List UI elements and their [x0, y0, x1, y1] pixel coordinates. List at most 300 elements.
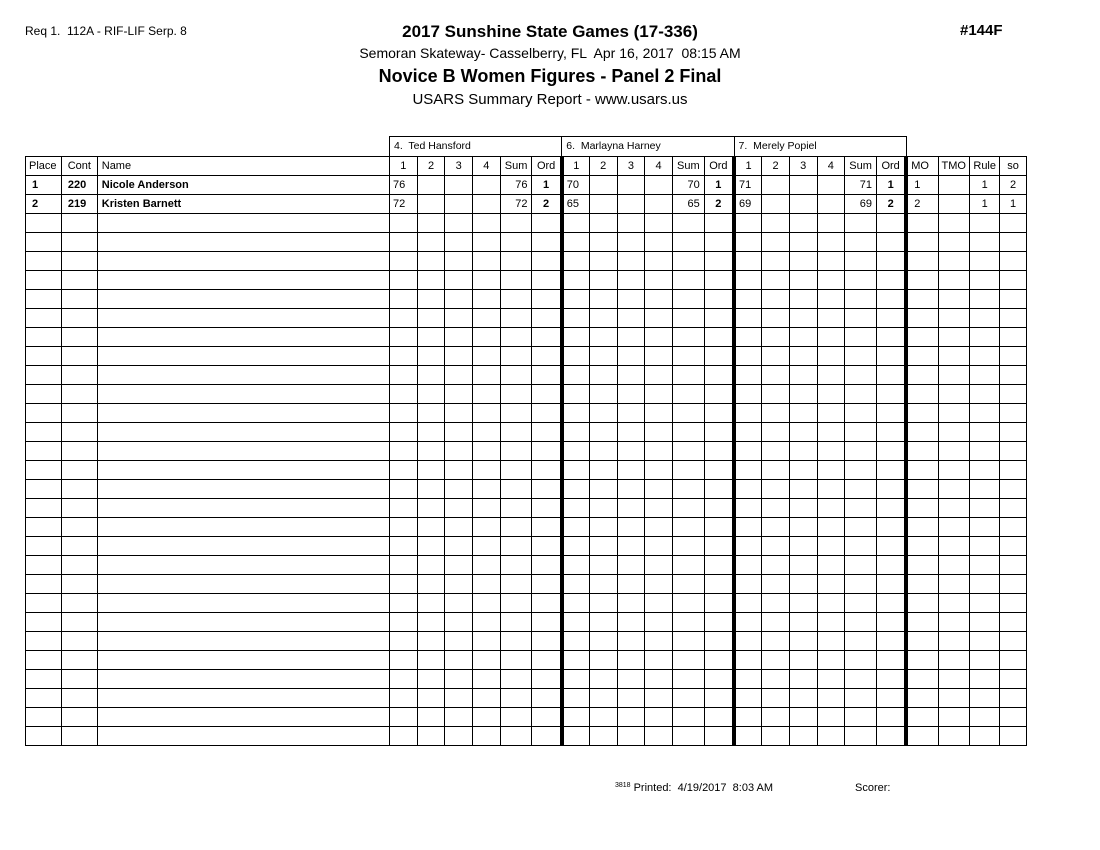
cell-r16-c18: [817, 480, 845, 499]
cell-r22-c8: [532, 594, 562, 613]
cell-r6-c12: [645, 290, 673, 309]
cell-r2-c10: [589, 214, 617, 233]
cell-r2-c19: [845, 214, 877, 233]
cell-r25-c21: [906, 651, 938, 670]
cell-r24-c5: [445, 632, 473, 651]
cell-r23-c19: [845, 613, 877, 632]
cell-r26-c19: [845, 670, 877, 689]
cell-r10-c4: [417, 366, 445, 385]
cell-r14-c14: [704, 442, 734, 461]
cell-r2-c11: [617, 214, 645, 233]
cell-r0-c4: [417, 176, 445, 195]
cell-r8-c13: [672, 328, 704, 347]
empty-row: [26, 366, 1027, 385]
cell-r21-c0: [26, 575, 62, 594]
column-header-cont-1: Cont: [61, 157, 97, 176]
cell-r25-c11: [617, 651, 645, 670]
cell-r12-c13: [672, 404, 704, 423]
cell-r4-c5: [445, 252, 473, 271]
cell-r8-c23: [970, 328, 1000, 347]
cell-r4-c14: [704, 252, 734, 271]
cell-r9-c0: [26, 347, 62, 366]
cell-r4-c12: [645, 252, 673, 271]
cell-r0-c23: 1: [970, 176, 1000, 195]
cell-r22-c24: [1000, 594, 1027, 613]
cell-r9-c21: [906, 347, 938, 366]
cell-r26-c4: [417, 670, 445, 689]
cell-r28-c18: [817, 708, 845, 727]
cell-r28-c12: [645, 708, 673, 727]
cell-r6-c24: [1000, 290, 1027, 309]
cell-r13-c15: [734, 423, 762, 442]
cell-r10-c3: [390, 366, 418, 385]
cell-r16-c21: [906, 480, 938, 499]
cell-r7-c6: [473, 309, 501, 328]
cell-r10-c2: [97, 366, 389, 385]
cell-r26-c21: [906, 670, 938, 689]
cell-r17-c20: [876, 499, 906, 518]
cell-r29-c22: [938, 727, 970, 746]
cell-r26-c9: [562, 670, 590, 689]
cell-r28-c15: [734, 708, 762, 727]
cell-r24-c4: [417, 632, 445, 651]
judge-name-3: 7. Merely Popiel: [734, 137, 906, 157]
title-block: [0, 22, 1100, 108]
cell-r6-c2: [97, 290, 389, 309]
cell-r17-c23: [970, 499, 1000, 518]
cell-r9-c9: [562, 347, 590, 366]
cell-r14-c19: [845, 442, 877, 461]
cell-r1-c24: 1: [1000, 195, 1027, 214]
cell-r3-c0: [26, 233, 62, 252]
cell-r10-c24: [1000, 366, 1027, 385]
cell-r20-c20: [876, 556, 906, 575]
cell-r11-c7: [500, 385, 532, 404]
cell-r27-c19: [845, 689, 877, 708]
cell-r2-c7: [500, 214, 532, 233]
cell-r7-c13: [672, 309, 704, 328]
cell-r18-c22: [938, 518, 970, 537]
empty-row: [26, 708, 1027, 727]
cell-r15-c14: [704, 461, 734, 480]
cell-r12-c8: [532, 404, 562, 423]
cell-r5-c2: [97, 271, 389, 290]
cell-r14-c18: [817, 442, 845, 461]
cell-r1-c21: 2: [906, 195, 938, 214]
cell-r19-c5: [445, 537, 473, 556]
column-header-2-16: 2: [762, 157, 790, 176]
cell-r26-c13: [672, 670, 704, 689]
cell-r9-c13: [672, 347, 704, 366]
cell-r27-c17: [789, 689, 817, 708]
cell-r24-c10: [589, 632, 617, 651]
cell-r24-c6: [473, 632, 501, 651]
cell-r13-c4: [417, 423, 445, 442]
cell-r23-c16: [762, 613, 790, 632]
empty-row: [26, 518, 1027, 537]
cell-r1-c2: Kristen Barnett: [97, 195, 389, 214]
cell-r0-c10: [589, 176, 617, 195]
cell-r29-c11: [617, 727, 645, 746]
cell-r22-c19: [845, 594, 877, 613]
cell-r6-c7: [500, 290, 532, 309]
cell-r8-c20: [876, 328, 906, 347]
cell-r4-c1: [61, 252, 97, 271]
cell-r25-c16: [762, 651, 790, 670]
cell-r29-c9: [562, 727, 590, 746]
cell-r2-c16: [762, 214, 790, 233]
cell-r5-c1: [61, 271, 97, 290]
cell-r20-c18: [817, 556, 845, 575]
event-title: 2017 Sunshine State Games (17-336): [402, 22, 698, 41]
judge-row-left-spacer: [26, 137, 390, 157]
cell-r11-c13: [672, 385, 704, 404]
cell-r1-c9: 65: [562, 195, 590, 214]
cell-r10-c18: [817, 366, 845, 385]
cell-r29-c8: [532, 727, 562, 746]
cell-r28-c5: [445, 708, 473, 727]
cell-r18-c6: [473, 518, 501, 537]
cell-r23-c18: [817, 613, 845, 632]
cell-r6-c14: [704, 290, 734, 309]
cell-r12-c24: [1000, 404, 1027, 423]
cell-r27-c4: [417, 689, 445, 708]
cell-r11-c24: [1000, 385, 1027, 404]
cell-r23-c3: [390, 613, 418, 632]
cell-r2-c4: [417, 214, 445, 233]
cell-r21-c2: [97, 575, 389, 594]
cell-r21-c10: [589, 575, 617, 594]
cell-r7-c10: [589, 309, 617, 328]
cell-r19-c21: [906, 537, 938, 556]
cell-r18-c11: [617, 518, 645, 537]
cell-r23-c2: [97, 613, 389, 632]
cell-r28-c7: [500, 708, 532, 727]
cell-r29-c0: [26, 727, 62, 746]
cell-r16-c17: [789, 480, 817, 499]
cell-r18-c3: [390, 518, 418, 537]
cell-r22-c4: [417, 594, 445, 613]
cell-r12-c23: [970, 404, 1000, 423]
cell-r15-c18: [817, 461, 845, 480]
cell-r0-c18: [817, 176, 845, 195]
cell-r27-c11: [617, 689, 645, 708]
cell-r27-c20: [876, 689, 906, 708]
cell-r28-c8: [532, 708, 562, 727]
cell-r15-c16: [762, 461, 790, 480]
column-header-ord-8: Ord: [532, 157, 562, 176]
empty-row: [26, 214, 1027, 233]
cell-r10-c6: [473, 366, 501, 385]
cell-r10-c16: [762, 366, 790, 385]
column-header-tmo-22: TMO: [938, 157, 970, 176]
cell-r7-c18: [817, 309, 845, 328]
cell-r21-c12: [645, 575, 673, 594]
cell-r9-c10: [589, 347, 617, 366]
cell-r25-c18: [817, 651, 845, 670]
cell-r28-c11: [617, 708, 645, 727]
cell-r27-c1: [61, 689, 97, 708]
column-header-4-18: 4: [817, 157, 845, 176]
cell-r5-c14: [704, 271, 734, 290]
cell-r7-c17: [789, 309, 817, 328]
cell-r6-c10: [589, 290, 617, 309]
column-header-place-0: Place: [26, 157, 62, 176]
column-header-1-3: 1: [390, 157, 418, 176]
cell-r11-c23: [970, 385, 1000, 404]
cell-r9-c2: [97, 347, 389, 366]
column-header-rule-23: Rule: [970, 157, 1000, 176]
column-header-4-6: 4: [473, 157, 501, 176]
cell-r3-c20: [876, 233, 906, 252]
cell-r26-c11: [617, 670, 645, 689]
cell-r0-c2: Nicole Anderson: [97, 176, 389, 195]
cell-r15-c12: [645, 461, 673, 480]
cell-r7-c5: [445, 309, 473, 328]
cell-r25-c22: [938, 651, 970, 670]
empty-row: [26, 670, 1027, 689]
cell-r2-c23: [970, 214, 1000, 233]
cell-r27-c8: [532, 689, 562, 708]
cell-r11-c8: [532, 385, 562, 404]
cell-r14-c4: [417, 442, 445, 461]
cell-r17-c14: [704, 499, 734, 518]
cell-r26-c10: [589, 670, 617, 689]
cell-r22-c10: [589, 594, 617, 613]
cell-r4-c13: [672, 252, 704, 271]
cell-r27-c6: [473, 689, 501, 708]
cell-r15-c21: [906, 461, 938, 480]
cell-r16-c20: [876, 480, 906, 499]
cell-r15-c5: [445, 461, 473, 480]
cell-r3-c9: [562, 233, 590, 252]
cell-r19-c2: [97, 537, 389, 556]
cell-r29-c7: [500, 727, 532, 746]
cell-r4-c4: [417, 252, 445, 271]
cell-r24-c7: [500, 632, 532, 651]
cell-r2-c5: [445, 214, 473, 233]
cell-r1-c11: [617, 195, 645, 214]
cell-r29-c15: [734, 727, 762, 746]
cell-r20-c10: [589, 556, 617, 575]
cell-r28-c14: [704, 708, 734, 727]
cell-r7-c20: [876, 309, 906, 328]
cell-r8-c12: [645, 328, 673, 347]
judge-name-2: 6. Marlayna Harney: [562, 137, 734, 157]
cell-r25-c7: [500, 651, 532, 670]
cell-r28-c9: [562, 708, 590, 727]
cell-r6-c4: [417, 290, 445, 309]
cell-r6-c17: [789, 290, 817, 309]
cell-r29-c18: [817, 727, 845, 746]
cell-r22-c11: [617, 594, 645, 613]
cell-r11-c5: [445, 385, 473, 404]
cell-r13-c12: [645, 423, 673, 442]
cell-r9-c18: [817, 347, 845, 366]
cell-r5-c0: [26, 271, 62, 290]
cell-r26-c22: [938, 670, 970, 689]
cell-r9-c17: [789, 347, 817, 366]
cell-r15-c1: [61, 461, 97, 480]
cell-r17-c24: [1000, 499, 1027, 518]
cell-r16-c19: [845, 480, 877, 499]
cell-r21-c9: [562, 575, 590, 594]
cell-r15-c20: [876, 461, 906, 480]
cell-r24-c13: [672, 632, 704, 651]
cell-r24-c14: [704, 632, 734, 651]
venue-date-line: Semoran Skateway- Casselberry, FL Apr 16, 2017 08:15 AM: [359, 45, 741, 61]
cell-r8-c8: [532, 328, 562, 347]
cell-r3-c23: [970, 233, 1000, 252]
cell-r10-c15: [734, 366, 762, 385]
cell-r2-c2: [97, 214, 389, 233]
cell-r7-c0: [26, 309, 62, 328]
cell-r10-c5: [445, 366, 473, 385]
cell-r12-c5: [445, 404, 473, 423]
cell-r20-c13: [672, 556, 704, 575]
judge-header-row: [26, 137, 1027, 157]
cell-r1-c10: [589, 195, 617, 214]
cell-r3-c22: [938, 233, 970, 252]
cell-r0-c20: 1: [876, 176, 906, 195]
cell-r22-c16: [762, 594, 790, 613]
cell-r20-c6: [473, 556, 501, 575]
cell-r23-c17: [789, 613, 817, 632]
cell-r3-c16: [762, 233, 790, 252]
cell-r1-c1: 219: [61, 195, 97, 214]
cell-r25-c0: [26, 651, 62, 670]
cell-r16-c24: [1000, 480, 1027, 499]
cell-r8-c2: [97, 328, 389, 347]
cell-r18-c13: [672, 518, 704, 537]
cell-r20-c8: [532, 556, 562, 575]
cell-r24-c11: [617, 632, 645, 651]
cell-r1-c12: [645, 195, 673, 214]
cell-r21-c14: [704, 575, 734, 594]
cell-r14-c12: [645, 442, 673, 461]
cell-r29-c1: [61, 727, 97, 746]
cell-r19-c14: [704, 537, 734, 556]
cell-r4-c3: [390, 252, 418, 271]
cell-r8-c19: [845, 328, 877, 347]
cell-r13-c0: [26, 423, 62, 442]
cell-r9-c16: [762, 347, 790, 366]
cell-r7-c1: [61, 309, 97, 328]
cell-r0-c24: 2: [1000, 176, 1027, 195]
cell-r11-c22: [938, 385, 970, 404]
cell-r4-c15: [734, 252, 762, 271]
cell-r16-c15: [734, 480, 762, 499]
cell-r26-c23: [970, 670, 1000, 689]
cell-r2-c21: [906, 214, 938, 233]
cell-r24-c20: [876, 632, 906, 651]
cell-r9-c14: [704, 347, 734, 366]
cell-r10-c12: [645, 366, 673, 385]
result-row: [26, 195, 1027, 214]
cell-r28-c20: [876, 708, 906, 727]
cell-r11-c4: [417, 385, 445, 404]
cell-r17-c21: [906, 499, 938, 518]
cell-r19-c7: [500, 537, 532, 556]
column-header-sum-19: Sum: [845, 157, 877, 176]
cell-r21-c20: [876, 575, 906, 594]
cell-r4-c11: [617, 252, 645, 271]
cell-r27-c5: [445, 689, 473, 708]
column-header-mo-21: MO: [906, 157, 938, 176]
cell-r7-c4: [417, 309, 445, 328]
cell-r29-c14: [704, 727, 734, 746]
cell-r15-c24: [1000, 461, 1027, 480]
cell-r18-c15: [734, 518, 762, 537]
cell-r21-c4: [417, 575, 445, 594]
cell-r22-c12: [645, 594, 673, 613]
cell-r19-c20: [876, 537, 906, 556]
cell-r9-c1: [61, 347, 97, 366]
cell-r18-c21: [906, 518, 938, 537]
cell-r12-c11: [617, 404, 645, 423]
cell-r0-c17: [789, 176, 817, 195]
cell-r28-c17: [789, 708, 817, 727]
results-table: [25, 136, 1027, 746]
cell-r24-c12: [645, 632, 673, 651]
cell-r12-c9: [562, 404, 590, 423]
cell-r19-c16: [762, 537, 790, 556]
cell-r23-c10: [589, 613, 617, 632]
cell-r7-c21: [906, 309, 938, 328]
cell-r28-c13: [672, 708, 704, 727]
requirement-label: Req 1. 112A - RIF-LIF Serp. 8: [25, 24, 187, 38]
cell-r10-c17: [789, 366, 817, 385]
cell-r11-c3: [390, 385, 418, 404]
cell-r7-c16: [762, 309, 790, 328]
cell-r22-c18: [817, 594, 845, 613]
cell-r27-c15: [734, 689, 762, 708]
empty-row: [26, 480, 1027, 499]
cell-r12-c4: [417, 404, 445, 423]
empty-row: [26, 385, 1027, 404]
cell-r14-c21: [906, 442, 938, 461]
cell-r1-c23: 1: [970, 195, 1000, 214]
cell-r14-c8: [532, 442, 562, 461]
cell-r8-c14: [704, 328, 734, 347]
cell-r14-c10: [589, 442, 617, 461]
cell-r2-c17: [789, 214, 817, 233]
cell-r19-c0: [26, 537, 62, 556]
cell-r20-c0: [26, 556, 62, 575]
cell-r21-c11: [617, 575, 645, 594]
cell-r6-c1: [61, 290, 97, 309]
cell-r6-c19: [845, 290, 877, 309]
cell-r14-c5: [445, 442, 473, 461]
cell-r19-c11: [617, 537, 645, 556]
cell-r17-c7: [500, 499, 532, 518]
cell-r15-c23: [970, 461, 1000, 480]
cell-r1-c20: 2: [876, 195, 906, 214]
cell-r5-c23: [970, 271, 1000, 290]
cell-r17-c12: [645, 499, 673, 518]
cell-r3-c2: [97, 233, 389, 252]
cell-r21-c3: [390, 575, 418, 594]
cell-r11-c20: [876, 385, 906, 404]
cell-r13-c11: [617, 423, 645, 442]
cell-r4-c8: [532, 252, 562, 271]
report-code: 3818: [615, 782, 631, 789]
empty-row: [26, 727, 1027, 746]
cell-r6-c5: [445, 290, 473, 309]
cell-r1-c4: [417, 195, 445, 214]
cell-r28-c1: [61, 708, 97, 727]
cell-r3-c21: [906, 233, 938, 252]
